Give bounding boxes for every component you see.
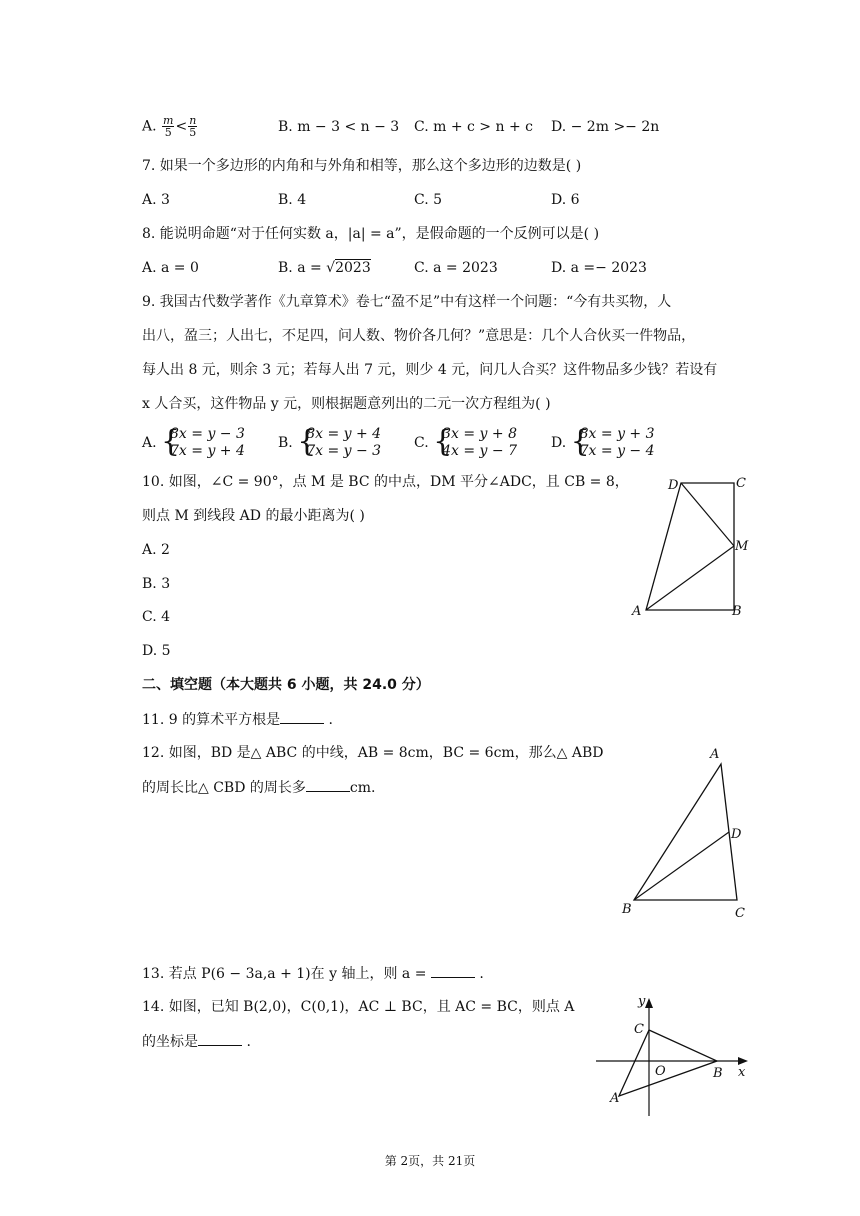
answer-blank[interactable] — [280, 709, 324, 724]
label-o: O — [655, 1064, 666, 1079]
segment-dm — [681, 483, 734, 546]
q7-option-c: C. 5 — [414, 192, 443, 208]
q10-option-a: A. 2 — [142, 542, 170, 558]
label-c: C — [735, 906, 745, 921]
q10-option-c: C. 4 — [142, 609, 171, 625]
q9-option-b — [278, 426, 381, 460]
label-c: C — [634, 1022, 644, 1037]
option-label: C. — [414, 435, 429, 451]
page-footer: 第 2页，共 21页 — [384, 1154, 476, 1168]
label-a: A — [610, 1091, 620, 1106]
q10-line-1: 10. 如图，∠C = 90°，点 M 是 BC 的中点，DM 平分∠ADC，且 CB = 8， — [142, 474, 629, 490]
q12-figure — [615, 740, 760, 925]
label-b: B — [732, 604, 742, 619]
q12-text: 的周长比△ CBD 的周长多 — [142, 780, 306, 796]
q6-option-c: C. m + c > n + c — [414, 119, 533, 135]
q10-line-2: 则点 M 到线段 AD 的最小距离为( ) — [142, 508, 365, 524]
sqrt-symbol: √ — [326, 260, 336, 276]
sqrt-radicand: 2023 — [335, 260, 371, 276]
q8-option-b — [278, 258, 371, 278]
q8-option-a: A. a = 0 — [142, 260, 199, 276]
answer-blank[interactable] — [198, 1031, 242, 1046]
option-label: A. — [142, 435, 157, 451]
y-axis-arrow — [645, 998, 653, 1008]
label-d: D — [668, 478, 679, 493]
q14-figure — [592, 992, 757, 1120]
q14-line-1: 14. 如图，已知 B(2,0)，C(0,1)，AC ⊥ BC，且 AC = BC，则点 A — [142, 999, 575, 1015]
option-b-prefix: B. a = — [278, 260, 322, 276]
answer-blank[interactable] — [431, 963, 475, 978]
q6-option-d: D. − 2m >− 2n — [551, 119, 660, 135]
q9-option-d — [551, 426, 655, 460]
q10-option-b: B. 3 — [142, 576, 171, 592]
q12-line-1: 12. 如图，BD 是△ ABC 的中线，AB = 8cm，BC = 6cm，那么△ ABD — [142, 745, 604, 761]
q7-option-d: D. 6 — [551, 192, 580, 208]
median-bd — [634, 832, 729, 900]
triangle-abc — [619, 1030, 717, 1096]
q9-line-3: 每人出 8 元，则余 3 元；若每人出 7 元，则少 4 元，问几人合买？这件物品多少钱？若设有 — [142, 362, 718, 378]
label-x: x — [738, 1065, 746, 1080]
q14-line-2 — [142, 1031, 251, 1052]
q14-tail: . — [242, 1034, 251, 1050]
label-a: A — [632, 604, 642, 619]
q13-stem — [142, 963, 484, 984]
q6-option-a — [142, 115, 198, 138]
x-axis-arrow — [738, 1057, 748, 1065]
q12-line-2 — [142, 777, 375, 798]
q11-text: 11. 9 的算术平方根是 — [142, 712, 281, 728]
fraction-m-over-5: $\frac{m}{5}$ — [163, 114, 174, 139]
q14-text: 的坐标是 — [142, 1034, 198, 1050]
q11-stem — [142, 709, 333, 730]
section-heading: 二、填空题（本大题共 6 小题，共 24.0 分） — [142, 677, 430, 693]
label-b: B — [713, 1066, 723, 1081]
option-label: D. — [551, 435, 567, 451]
equation-system: { 3x = y + 8 4x = y − 7 — [433, 424, 518, 459]
q9-option-a — [142, 426, 245, 460]
segment-am — [646, 546, 734, 610]
equation-system: { 8x = y − 3 7x = y + 4 — [161, 424, 245, 459]
label-y: y — [638, 994, 646, 1009]
q8-option-c: C. a = 2023 — [414, 260, 498, 276]
label-a: A — [710, 747, 720, 762]
q10-figure — [625, 470, 760, 622]
label-b: B — [622, 902, 632, 917]
q7-option-b: B. 4 — [278, 192, 307, 208]
equation-system: { 8x = y + 4 7x = y − 3 — [297, 424, 382, 459]
q9-line-2: 出八，盈三；人出七，不足四，问人数、物价各几何？”意思是：几个人合伙买一件物品， — [142, 328, 696, 344]
q9-line-1: 9. 我国古代数学著作《九章算术》卷七“盈不足”中有这样一个问题：“今有共买物，人 — [142, 294, 672, 310]
triangle-abc — [634, 764, 737, 900]
q7-stem: 7. 如果一个多边形的内角和与外角和相等，那么这个多边形的边数是( ) — [142, 158, 582, 174]
q9-line-4: x 人合买，这件物品 y 元，则根据题意列出的二元一次方程组为( ) — [142, 396, 551, 412]
q11-tail: . — [324, 712, 333, 728]
option-label: A. — [142, 118, 157, 135]
fraction-n-over-5: $\frac{n}{5}$ — [189, 114, 197, 139]
option-label: B. — [278, 435, 293, 451]
label-m: M — [735, 539, 749, 554]
q10-option-d: D. 5 — [142, 643, 171, 659]
q8-stem: 8. 能说明命题“对于任何实数 a，|a| = a”，是假命题的一个反例可以是( ) — [142, 226, 600, 242]
answer-blank[interactable] — [306, 777, 350, 792]
q8-option-d: D. a =− 2023 — [551, 260, 647, 276]
q7-option-a: A. 3 — [142, 192, 170, 208]
q12-unit: cm. — [349, 780, 376, 796]
q9-option-c — [414, 426, 517, 460]
quadrilateral-abcd — [646, 483, 734, 610]
q6-option-b: B. m − 3 < n − 3 — [278, 119, 400, 135]
label-c: C — [736, 476, 746, 491]
q13-text: 13. 若点 P(6 − 3a,a + 1)在 y 轴上，则 a = — [142, 966, 427, 982]
label-d: D — [731, 827, 742, 842]
relation-sign: < — [175, 118, 188, 135]
q13-tail: . — [474, 966, 484, 982]
equation-system: { 8x = y + 3 7x = y − 4 — [570, 424, 655, 459]
